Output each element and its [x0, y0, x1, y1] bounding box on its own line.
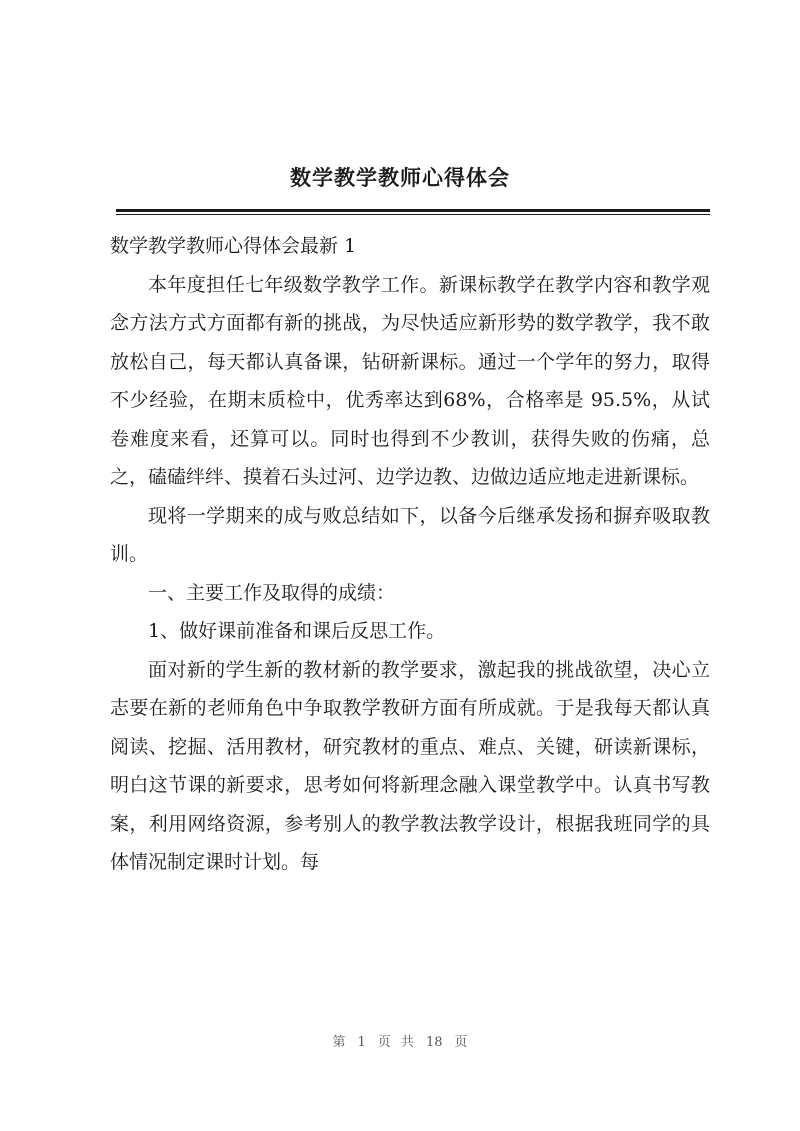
page-label-middle: 页 共	[377, 1035, 414, 1050]
paragraph: 1、做好课前准备和课后反思工作。	[148, 620, 446, 642]
document-body	[110, 227, 710, 882]
paragraph: 面对新的学生新的教材新的教学要求，激起我的挑战欲望，决心立志要在新的老师角色中争取教学教研方面有所成就。于是我每天都认真阅读、挖掘、活用教材，研究教材的重点、难点、关键，研读新课标，明白这节课的新要求，思考如何将新理念融入课堂教学中。认真书写教案，利用网络资源，参考别人的教学教法教学设计，根据我班同学的具体情况制定课时计划。每	[110, 658, 710, 873]
page-label-suffix: 页	[454, 1035, 468, 1050]
section-heading: 数学教学教师心得体会最新 1	[110, 235, 357, 257]
paragraph: 本年度担任七年级数学教学工作。新课标教学在教学内容和教学观念方法方式方面都有新的挑战，为尽快适应新形势的数学教学，我不敢放松自己，每天都认真备课，钻研新课标。通过一个学年的努力，取得不少经验，在期末质检中，优秀率达到68%，合格率是 95.5%，从试卷难度来看，还算可以。同时也得到不少教训，获得失败的伤痛，总之，磕磕绊绊、摸着石头过河、边学边教、边做边适应地走进新课标。	[110, 273, 710, 488]
total-pages-number: 18	[425, 1035, 443, 1050]
paragraph: 现将一学期来的成与败总结如下，以备今后继承发扬和摒弃吸取教训。	[110, 504, 710, 565]
paragraph: 一、主要工作及取得的成绩：	[148, 581, 396, 604]
title-rule-thick	[116, 209, 710, 212]
page-footer	[0, 1031, 800, 1050]
document-title: 数学教学教师心得体会	[290, 166, 510, 190]
page-label-prefix: 第	[332, 1035, 346, 1050]
title-rule-thin	[116, 214, 710, 215]
current-page-number: 1	[357, 1035, 366, 1050]
